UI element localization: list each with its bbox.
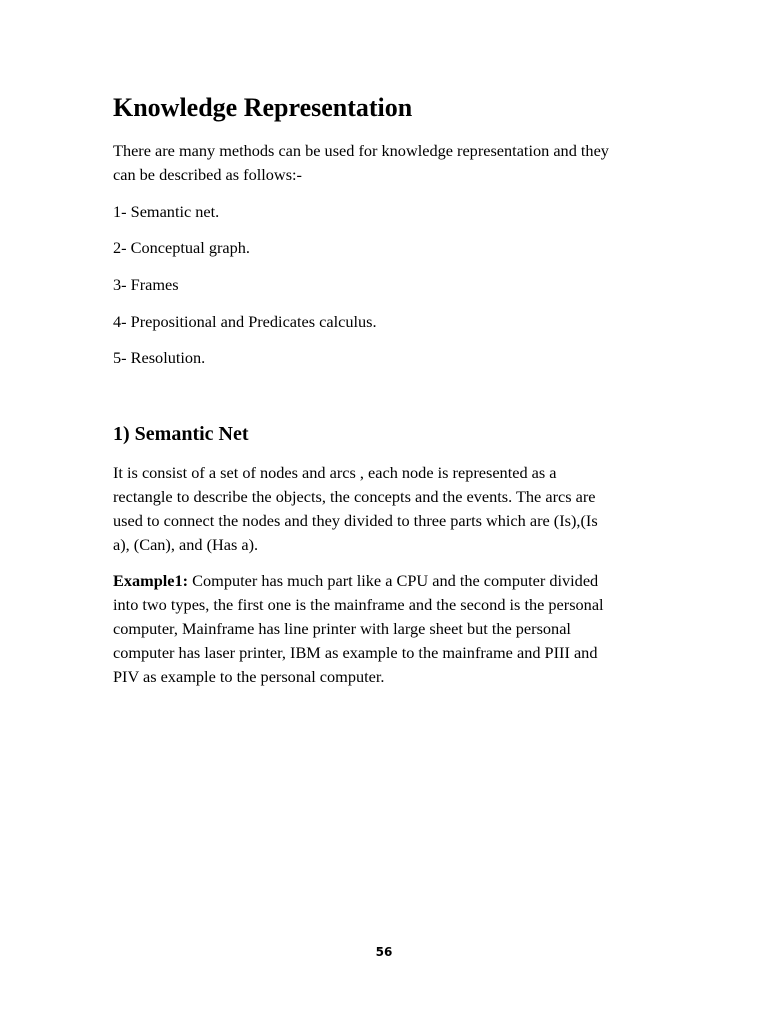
- intro-line: There are many methods can be used for knowledge representation and they: [113, 141, 609, 160]
- example-line: computer has laser printer, IBM as example to the mainframe and PIII and: [113, 643, 598, 662]
- section-line: used to connect the nodes and they divided to three parts which are (Is),(Is: [113, 511, 598, 530]
- example-paragraph: [113, 569, 604, 689]
- method-item-3: 3- Frames: [113, 275, 179, 294]
- intro-paragraph: [113, 139, 609, 187]
- section-paragraph: [113, 461, 598, 557]
- section-line: rectangle to describe the objects, the concepts and the events. The arcs are: [113, 487, 596, 506]
- method-item-4: 4- Prepositional and Predicates calculus.: [113, 312, 377, 331]
- page-title: Knowledge Representation: [113, 93, 413, 122]
- section-line: a), (Can), and (Has a).: [113, 535, 259, 554]
- section-line: It is consist of a set of nodes and arcs , each node is represented as a: [113, 463, 557, 482]
- example-line: computer, Mainframe has line printer with large sheet but the personal: [113, 619, 571, 638]
- example-label: Example1:: [113, 571, 189, 590]
- example-line: into two types, the first one is the mainframe and the second is the personal: [113, 595, 604, 614]
- method-item-5: 5- Resolution.: [113, 348, 206, 367]
- example-line: PIV as example to the personal computer.: [113, 667, 385, 686]
- example-line: Computer has much part like a CPU and the computer divided: [188, 571, 599, 590]
- section-heading: 1) Semantic Net: [113, 423, 249, 445]
- page-number: 56: [375, 945, 393, 959]
- intro-line: can be described as follows:-: [113, 165, 302, 184]
- method-item-2: 2- Conceptual graph.: [113, 238, 250, 257]
- method-item-1: 1- Semantic net.: [113, 202, 220, 221]
